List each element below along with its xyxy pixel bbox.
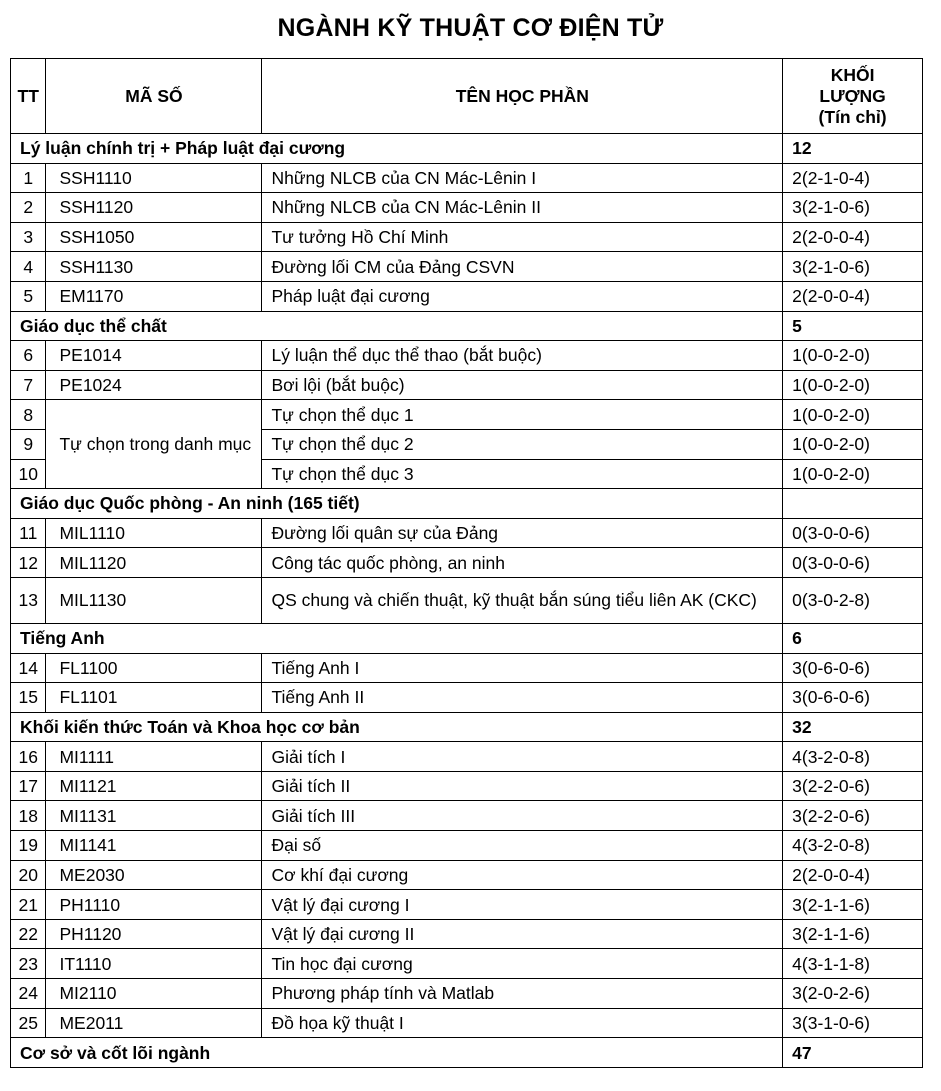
table-row bbox=[11, 860, 923, 890]
row-code: FL1101 bbox=[46, 683, 262, 713]
row-tt: 9 bbox=[11, 429, 46, 459]
table-row bbox=[11, 831, 923, 861]
table-row bbox=[11, 193, 923, 223]
table-row bbox=[11, 341, 923, 371]
page-title: NGÀNH KỸ THUẬT CƠ ĐIỆN TỬ bbox=[277, 14, 664, 42]
row-tt: 14 bbox=[11, 653, 46, 683]
header-name: TÊN HỌC PHẦN bbox=[262, 59, 783, 134]
row-name: Tư tưởng Hồ Chí Minh bbox=[262, 222, 783, 252]
row-credits: 3(3-1-0-6) bbox=[783, 1008, 923, 1038]
row-credits: 3(2-1-1-6) bbox=[783, 919, 923, 949]
table-row bbox=[11, 979, 923, 1009]
row-credits: 2(2-0-0-4) bbox=[783, 222, 923, 252]
row-credits: 2(2-0-0-4) bbox=[783, 281, 923, 311]
section-row bbox=[11, 712, 923, 742]
row-credits: 4(3-2-0-8) bbox=[783, 831, 923, 861]
row-credits: 2(2-0-0-4) bbox=[783, 860, 923, 890]
row-tt: 23 bbox=[11, 949, 46, 979]
section-name: Khối kiến thức Toán và Khoa học cơ bản bbox=[11, 712, 783, 742]
section-name: Cơ sở và cốt lõi ngành bbox=[11, 1038, 783, 1068]
row-name: Những NLCB của CN Mác-Lênin II bbox=[262, 193, 783, 223]
row-code: SSH1110 bbox=[46, 163, 262, 193]
row-code: ME2011 bbox=[46, 1008, 262, 1038]
row-name: Đồ họa kỹ thuật I bbox=[262, 1008, 783, 1038]
row-name: Pháp luật đại cương bbox=[262, 281, 783, 311]
row-name: Tự chọn thể dục 3 bbox=[262, 459, 783, 489]
header-tt: TT bbox=[11, 59, 46, 134]
section-row bbox=[11, 489, 923, 519]
row-name: Cơ khí đại cương bbox=[262, 860, 783, 890]
row-tt: 19 bbox=[11, 831, 46, 861]
row-tt: 13 bbox=[11, 577, 46, 623]
row-code: PE1024 bbox=[46, 370, 262, 400]
row-credits: 0(3-0-2-8) bbox=[783, 577, 923, 623]
row-tt: 1 bbox=[11, 163, 46, 193]
row-tt: 5 bbox=[11, 281, 46, 311]
header-credits-line3: (Tín chỉ) bbox=[818, 106, 887, 127]
row-code: IT1110 bbox=[46, 949, 262, 979]
row-credits: 1(0-0-2-0) bbox=[783, 370, 923, 400]
header-credits-line1: KHỐI bbox=[830, 64, 875, 85]
curriculum-table bbox=[10, 58, 923, 1068]
table-row bbox=[11, 771, 923, 801]
row-code-elective: Tự chọn trong danh mục bbox=[46, 400, 262, 489]
section-row bbox=[11, 623, 923, 653]
row-name: Bơi lội (bắt buộc) bbox=[262, 370, 783, 400]
row-tt: 21 bbox=[11, 890, 46, 920]
row-credits: 1(0-0-2-0) bbox=[783, 429, 923, 459]
row-code: SSH1120 bbox=[46, 193, 262, 223]
table-row bbox=[11, 281, 923, 311]
row-name: Những NLCB của CN Mác-Lênin I bbox=[262, 163, 783, 193]
header-credits bbox=[783, 59, 923, 134]
row-tt: 11 bbox=[11, 518, 46, 548]
row-name: Tự chọn thể dục 1 bbox=[262, 400, 783, 430]
row-name: Phương pháp tính và Matlab bbox=[262, 979, 783, 1009]
row-code: SSH1130 bbox=[46, 252, 262, 282]
section-credits bbox=[783, 489, 923, 519]
table-row bbox=[11, 518, 923, 548]
row-code: MI2110 bbox=[46, 979, 262, 1009]
row-code: MI1131 bbox=[46, 801, 262, 831]
row-code: MI1121 bbox=[46, 771, 262, 801]
section-credits: 6 bbox=[783, 623, 923, 653]
row-credits: 3(2-2-0-6) bbox=[783, 801, 923, 831]
row-tt: 6 bbox=[11, 341, 46, 371]
section-row bbox=[11, 134, 923, 164]
table-row bbox=[11, 683, 923, 713]
row-tt: 20 bbox=[11, 860, 46, 890]
row-name: Công tác quốc phòng, an ninh bbox=[262, 548, 783, 578]
section-row bbox=[11, 1038, 923, 1068]
row-credits: 1(0-0-2-0) bbox=[783, 341, 923, 371]
row-credits: 3(0-6-0-6) bbox=[783, 653, 923, 683]
table-row bbox=[11, 163, 923, 193]
row-code: FL1100 bbox=[46, 653, 262, 683]
row-code: MIL1130 bbox=[46, 577, 262, 623]
row-name: Vật lý đại cương I bbox=[262, 890, 783, 920]
section-name: Giáo dục Quốc phòng - An ninh (165 tiết) bbox=[11, 489, 783, 519]
header-code: MÃ SỐ bbox=[46, 59, 262, 134]
row-credits: 1(0-0-2-0) bbox=[783, 400, 923, 430]
row-credits: 4(3-2-0-8) bbox=[783, 742, 923, 772]
section-name: Tiếng Anh bbox=[11, 623, 783, 653]
row-credits: 0(3-0-0-6) bbox=[783, 548, 923, 578]
table-row bbox=[11, 1008, 923, 1038]
row-tt: 25 bbox=[11, 1008, 46, 1038]
row-name: Giải tích I bbox=[262, 742, 783, 772]
row-name: Tiếng Anh II bbox=[262, 683, 783, 713]
row-credits: 1(0-0-2-0) bbox=[783, 459, 923, 489]
row-tt: 8 bbox=[11, 400, 46, 430]
row-credits: 3(0-6-0-6) bbox=[783, 683, 923, 713]
row-code: PH1120 bbox=[46, 919, 262, 949]
row-tt: 12 bbox=[11, 548, 46, 578]
row-name: Đường lối quân sự của Đảng bbox=[262, 518, 783, 548]
row-tt: 24 bbox=[11, 979, 46, 1009]
row-credits: 3(2-1-0-6) bbox=[783, 252, 923, 282]
table-row bbox=[11, 548, 923, 578]
row-credits: 3(2-1-0-6) bbox=[783, 193, 923, 223]
row-name: Đại số bbox=[262, 831, 783, 861]
row-name: Giải tích II bbox=[262, 771, 783, 801]
table-header-row bbox=[11, 59, 923, 134]
section-credits: 32 bbox=[783, 712, 923, 742]
row-tt: 17 bbox=[11, 771, 46, 801]
row-name: Tiếng Anh I bbox=[262, 653, 783, 683]
row-credits: 0(3-0-0-6) bbox=[783, 518, 923, 548]
row-code: ME2030 bbox=[46, 860, 262, 890]
row-name: Giải tích III bbox=[262, 801, 783, 831]
section-name: Giáo dục thể chất bbox=[11, 311, 783, 341]
table-row bbox=[11, 919, 923, 949]
row-name: Vật lý đại cương II bbox=[262, 919, 783, 949]
section-name: Lý luận chính trị + Pháp luật đại cương bbox=[11, 134, 783, 164]
table-row bbox=[11, 252, 923, 282]
row-name: Tự chọn thể dục 2 bbox=[262, 429, 783, 459]
row-tt: 10 bbox=[11, 459, 46, 489]
row-code: MI1111 bbox=[46, 742, 262, 772]
row-tt: 3 bbox=[11, 222, 46, 252]
row-tt: 2 bbox=[11, 193, 46, 223]
table-row bbox=[11, 222, 923, 252]
row-code: SSH1050 bbox=[46, 222, 262, 252]
row-code: MIL1110 bbox=[46, 518, 262, 548]
row-name: QS chung và chiến thuật, kỹ thuật bắn súng tiểu liên AK (CKC) bbox=[262, 577, 783, 623]
row-code: PH1110 bbox=[46, 890, 262, 920]
table-row bbox=[11, 370, 923, 400]
row-credits: 3(2-2-0-6) bbox=[783, 771, 923, 801]
row-credits: 2(2-1-0-4) bbox=[783, 163, 923, 193]
table-row bbox=[11, 577, 923, 623]
row-tt: 22 bbox=[11, 919, 46, 949]
row-code: MIL1120 bbox=[46, 548, 262, 578]
row-name: Tin học đại cương bbox=[262, 949, 783, 979]
section-row bbox=[11, 311, 923, 341]
row-code: PE1014 bbox=[46, 341, 262, 371]
table-row bbox=[11, 742, 923, 772]
row-credits: 3(2-0-2-6) bbox=[783, 979, 923, 1009]
header-credits-line2: LƯỢNG bbox=[819, 85, 886, 106]
row-tt: 16 bbox=[11, 742, 46, 772]
row-credits: 3(2-1-1-6) bbox=[783, 890, 923, 920]
row-tt: 15 bbox=[11, 683, 46, 713]
table-row bbox=[11, 653, 923, 683]
row-credits: 4(3-1-1-8) bbox=[783, 949, 923, 979]
table-row bbox=[11, 890, 923, 920]
section-credits: 47 bbox=[783, 1038, 923, 1068]
row-tt: 7 bbox=[11, 370, 46, 400]
table-row bbox=[11, 801, 923, 831]
table-row bbox=[11, 400, 923, 430]
row-tt: 4 bbox=[11, 252, 46, 282]
row-name: Đường lối CM của Đảng CSVN bbox=[262, 252, 783, 282]
row-name: Lý luận thể dục thể thao (bắt buộc) bbox=[262, 341, 783, 371]
row-code: MI1141 bbox=[46, 831, 262, 861]
row-tt: 18 bbox=[11, 801, 46, 831]
section-credits: 12 bbox=[783, 134, 923, 164]
section-credits: 5 bbox=[783, 311, 923, 341]
row-code: EM1170 bbox=[46, 281, 262, 311]
table-row bbox=[11, 949, 923, 979]
